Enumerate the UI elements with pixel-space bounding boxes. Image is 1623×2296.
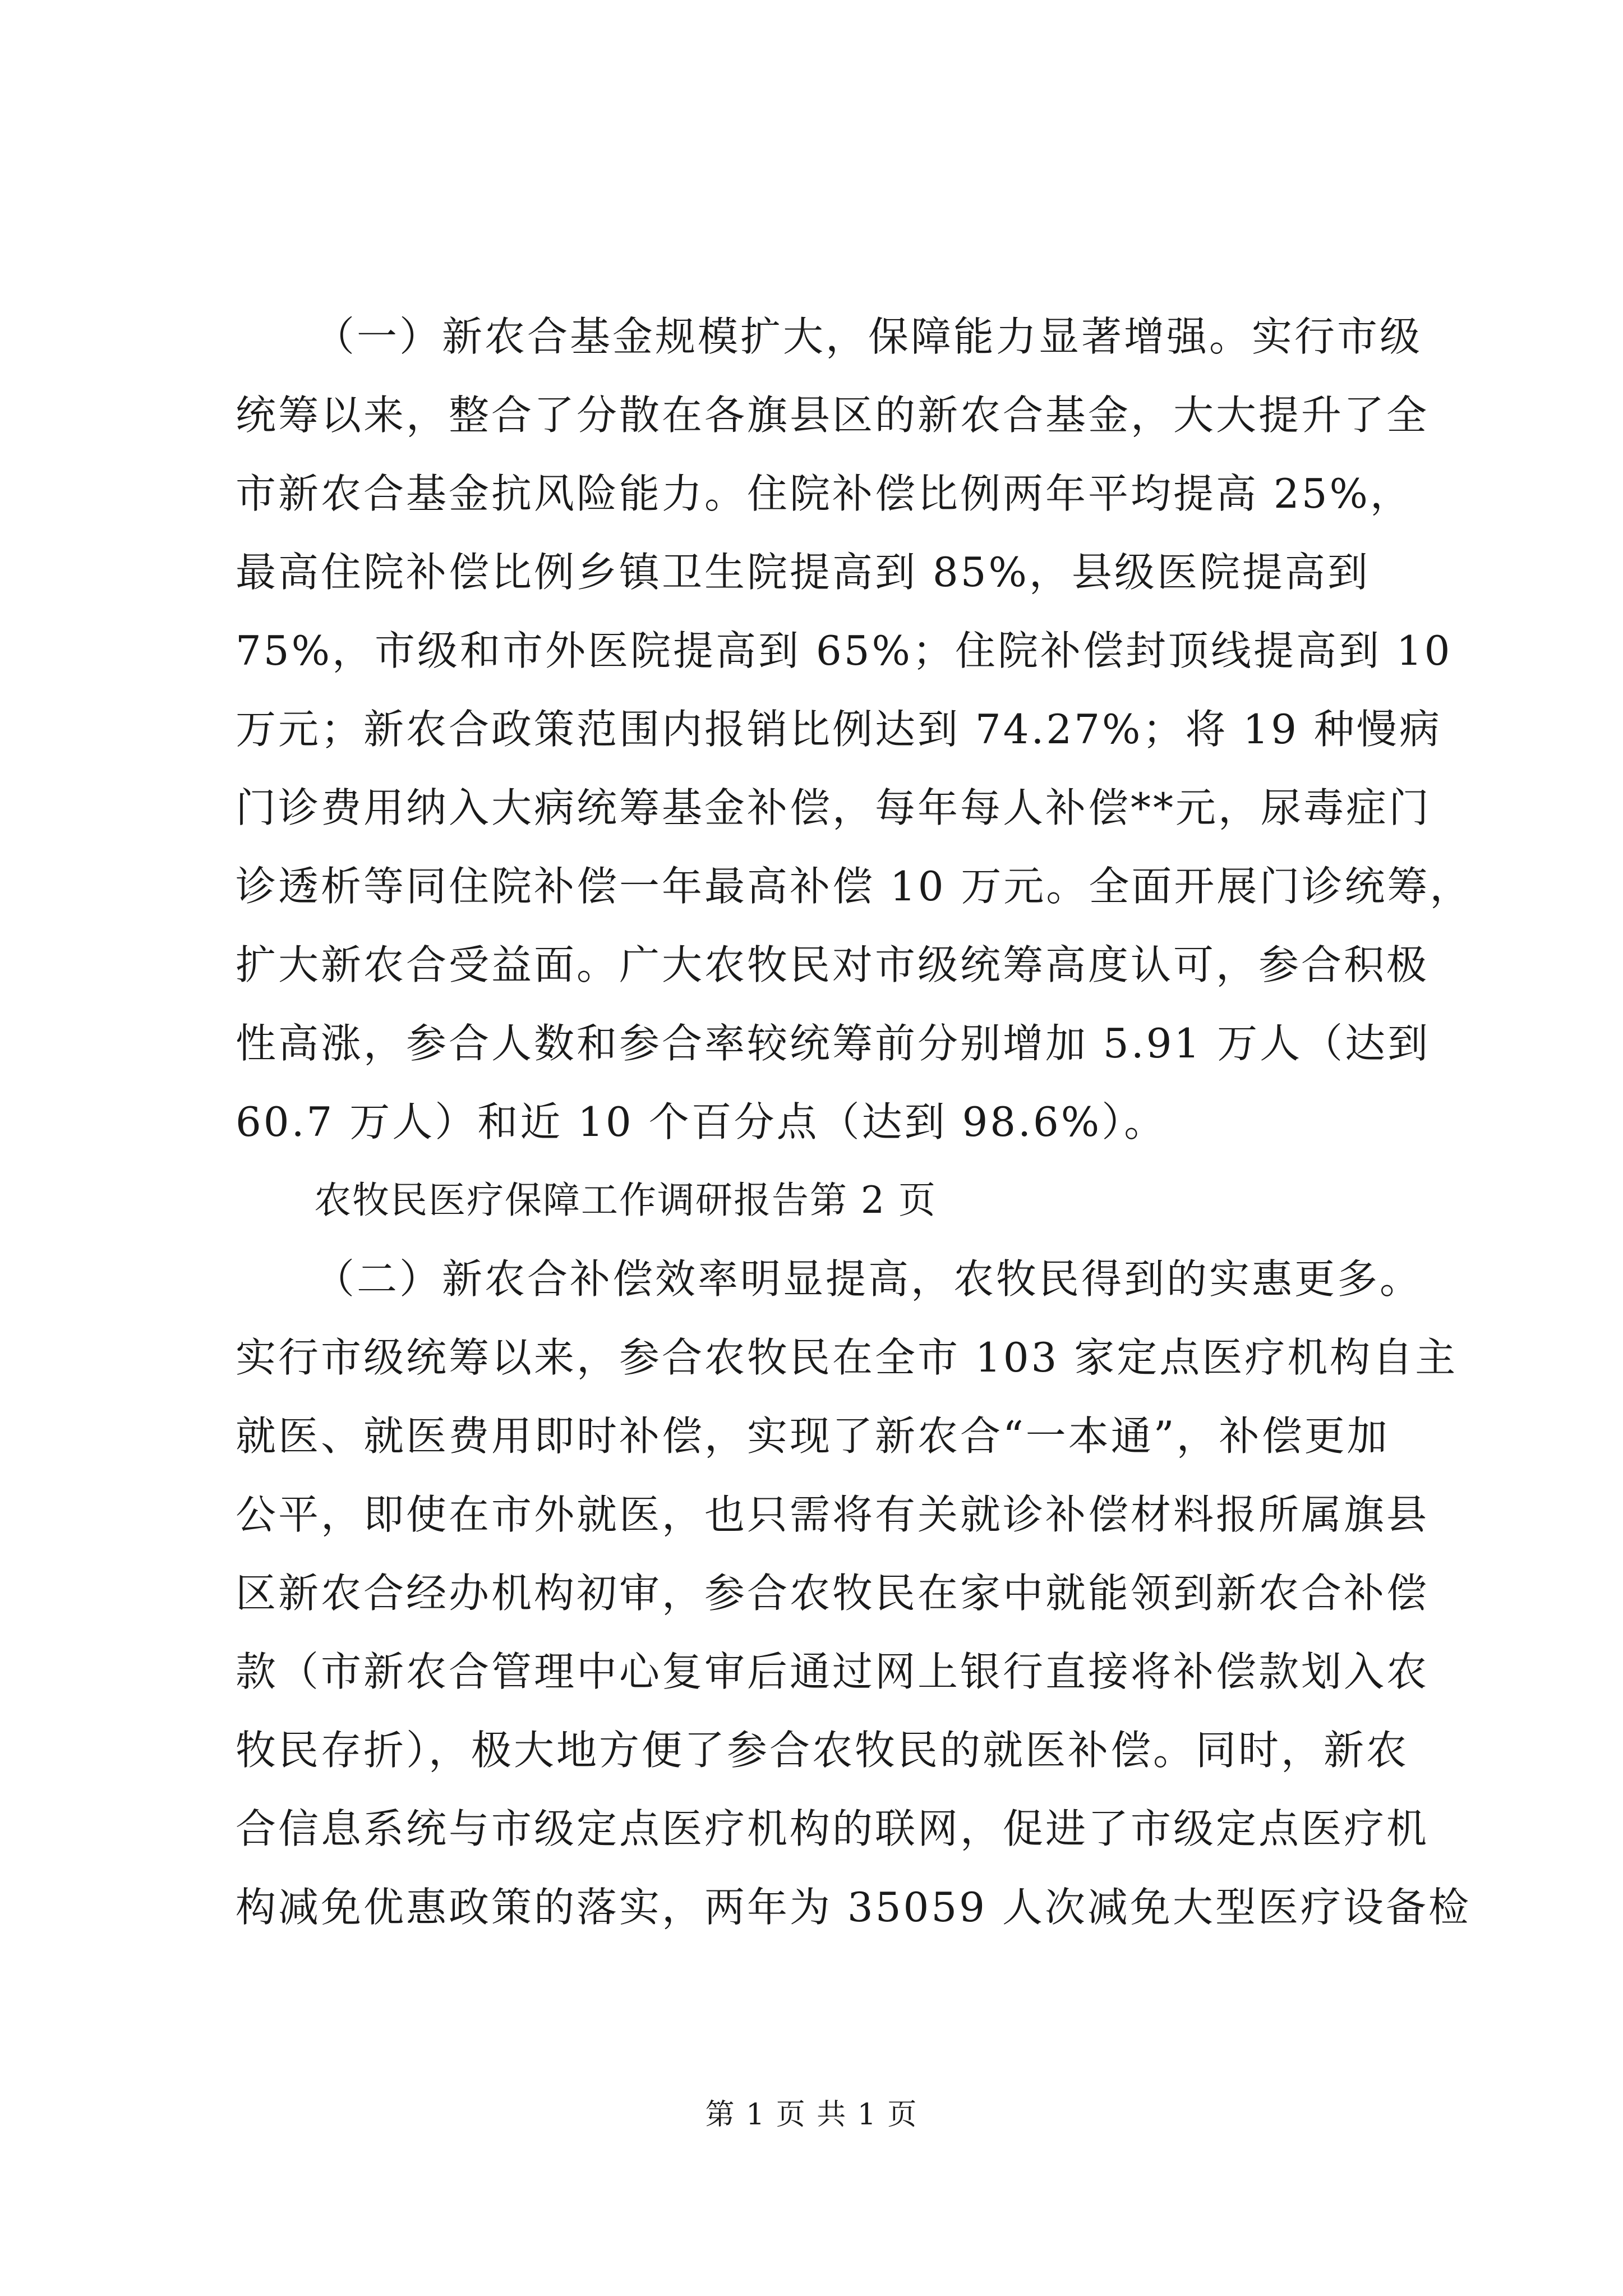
paragraph-1-line-4: 最高住院补偿比例乡镇卫生院提高到 85%，县级医院提高到 (236, 549, 1370, 596)
page-footer: 第 1 页 共 1 页 (705, 2098, 918, 2132)
paragraph-1-line-1: （一）新农合基金规模扩大，保障能力显著增强。实行市级 (314, 313, 1423, 360)
paragraph-2-line-1: （二）新农合补偿效率明显提高，农牧民得到的实惠更多。 (314, 1255, 1423, 1303)
paragraph-1-line-2: 统筹以来，整合了分散在各旗县区的新农合基金，大大提升了全 (236, 392, 1430, 439)
paragraph-1-line-3: 市新农合基金抗风险能力。住院补偿比例两年平均提高 25%， (236, 470, 1413, 517)
paragraph-1-line-11: 60.7 万人）和近 10 个百分点（达到 98.6%）。 (236, 1098, 1167, 1145)
paragraph-2-line-5: 区新农合经办机构初审，参合农牧民在家中就能领到新农合补偿 (236, 1570, 1430, 1617)
paragraph-1-line-6: 万元；新农合政策范围内报销比例达到 74.27%；将 19 种慢病 (236, 706, 1442, 753)
paragraph-1-line-8: 诊透析等同住院补偿一年最高补偿 10 万元。全面开展门诊统筹， (236, 863, 1473, 910)
paragraph-2-line-9: 构减免优惠政策的落实，两年为 35059 人次减免大型医疗设备检 (236, 1884, 1471, 1931)
page-subtitle: 农牧民医疗保障工作调研报告第 2 页 (314, 1179, 937, 1222)
paragraph-2-line-8: 合信息系统与市级定点医疗机构的联网，促进了市级定点医疗机 (236, 1805, 1430, 1852)
paragraph-1-line-10: 性高涨，参合人数和参合率较统筹前分别增加 5.91 万人（达到 (236, 1020, 1431, 1067)
paragraph-2-line-7: 牧民存折），极大地方便了参合农牧民的就医补偿。同时，新农 (236, 1727, 1409, 1774)
paragraph-2-line-6: 款（市新农合管理中心复审后通过网上银行直接将补偿款划入农 (236, 1648, 1430, 1695)
paragraph-1-line-9: 扩大新农合受益面。广大农牧民对市级统筹高度认可，参合积极 (236, 941, 1430, 988)
paragraph-2-line-2: 实行市级统筹以来，参合农牧民在全市 103 家定点医疗机构自主 (236, 1334, 1458, 1381)
paragraph-2-line-3: 就医、就医费用即时补偿，实现了新农合“一本通”，补偿更加 (236, 1412, 1390, 1460)
paragraph-1-line-5: 75%，市级和市外医院提高到 65%；住院补偿封顶线提高到 10 (236, 627, 1453, 674)
paragraph-2-line-4: 公平，即使在市外就医，也只需将有关就诊补偿材料报所属旗县 (236, 1491, 1430, 1538)
paragraph-1-line-7: 门诊费用纳入大病统筹基金补偿，每年每人补偿**元，尿毒症门 (236, 784, 1432, 831)
